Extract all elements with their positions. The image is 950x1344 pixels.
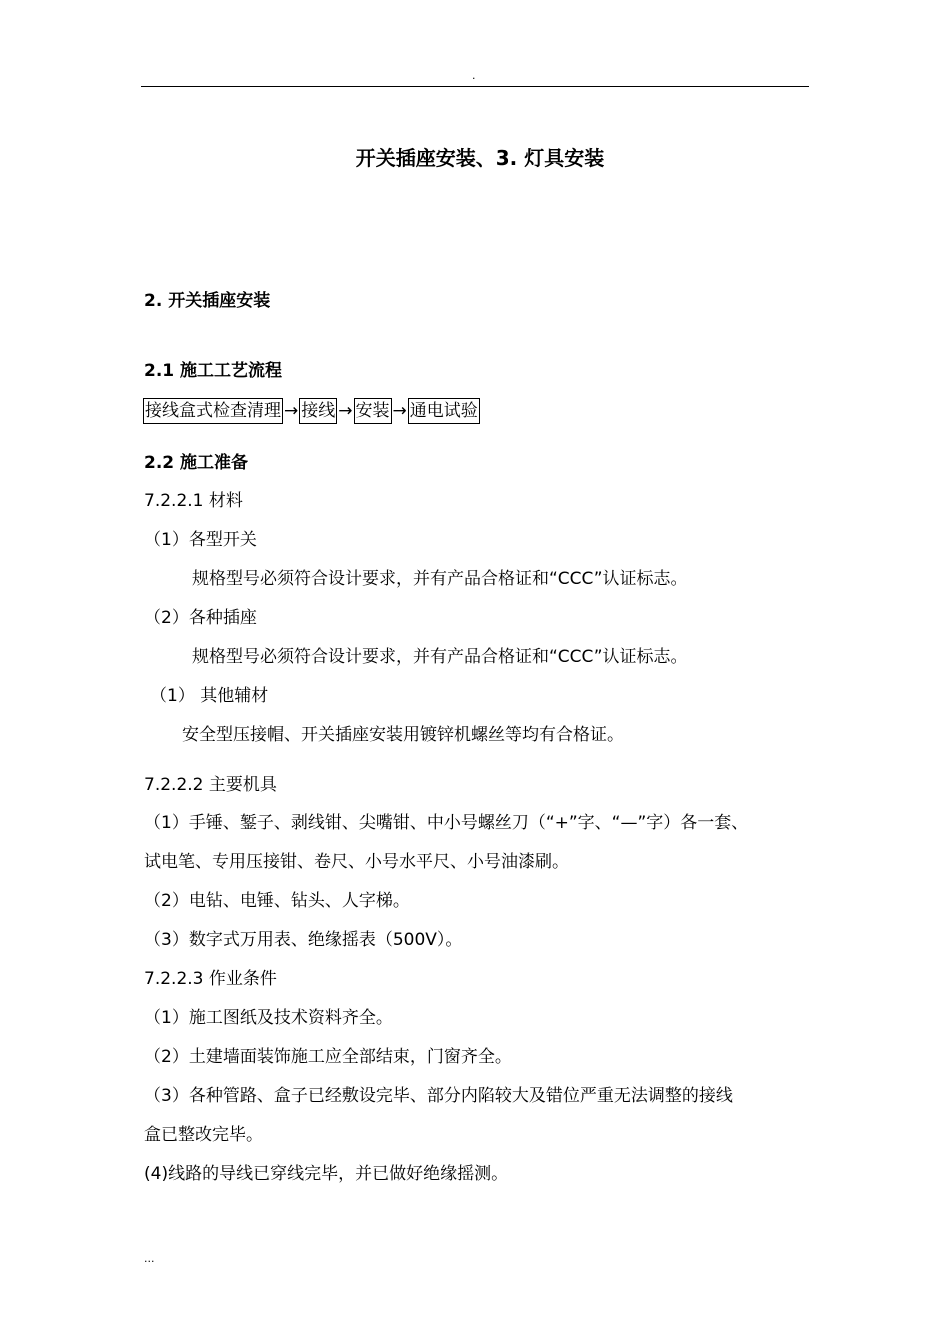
flow-arrow-icon: → [392,401,407,421]
list-item: （2）各种插座 [144,608,257,628]
flow-arrow-icon: → [284,401,299,421]
flow-step-install: 安装 [354,398,392,424]
clause-tools: 7.2.2.2 主要机具 [144,775,277,795]
list-item: （1）各型开关 [144,530,257,550]
list-item-desc: 规格型号必须符合设计要求，并有产品合格证和“CCC”认证标志。 [192,647,688,667]
list-item: (4)线路的导线已穿线完毕，并已做好绝缘摇测。 [144,1164,509,1184]
list-item: （3）各种管路、盒子已经敷设完毕、部分内陷较大及错位严重无法调整的接线 [144,1086,733,1106]
subsection-heading-2-2: 2.2 施工准备 [144,453,249,473]
list-item: （1）手锤、錾子、剥线钳、尖嘴钳、中小号螺丝刀（“+”字、“—”字）各一套、 [144,813,749,833]
subsection-heading-2-1: 2.1 施工工艺流程 [144,361,283,381]
flow-arrow-icon: → [338,401,353,421]
header-rule [141,86,809,87]
flow-step-wiring: 接线 [299,398,337,424]
list-item-continued: 试电笔、专用压接钳、卷尺、小号水平尺、小号油漆刷。 [144,852,569,872]
clause-conditions: 7.2.2.3 作业条件 [144,969,277,989]
list-item: （2）电钻、电锤、钻头、人字梯。 [144,891,410,911]
footer-ellipsis: ... [144,1252,155,1265]
list-item-continued: 盒已整改完毕。 [144,1125,263,1145]
list-item-desc: 规格型号必须符合设计要求，并有产品合格证和“CCC”认证标志。 [192,569,688,589]
flow-step-inspect: 接线盒式检查清理 [143,398,283,424]
clause-materials: 7.2.2.1 材料 [144,491,243,511]
list-item: （1） 其他辅材 [150,686,269,706]
section-heading-2: 2. 开关插座安装 [144,291,271,311]
list-item-desc: 安全型压接帽、开关插座安装用镀锌机螺丝等均有合格证。 [182,725,624,745]
list-item: （2）土建墙面装饰施工应全部结束，门窗齐全。 [144,1047,512,1067]
process-flow [143,397,480,425]
page-title: 开关插座安装、3. 灯具安装 [355,146,605,170]
flow-step-power-test: 通电试验 [408,398,480,424]
header-dot: . [472,69,476,82]
list-item: （1）施工图纸及技术资料齐全。 [144,1008,393,1028]
list-item: （3）数字式万用表、绝缘摇表（500V）。 [144,930,463,950]
